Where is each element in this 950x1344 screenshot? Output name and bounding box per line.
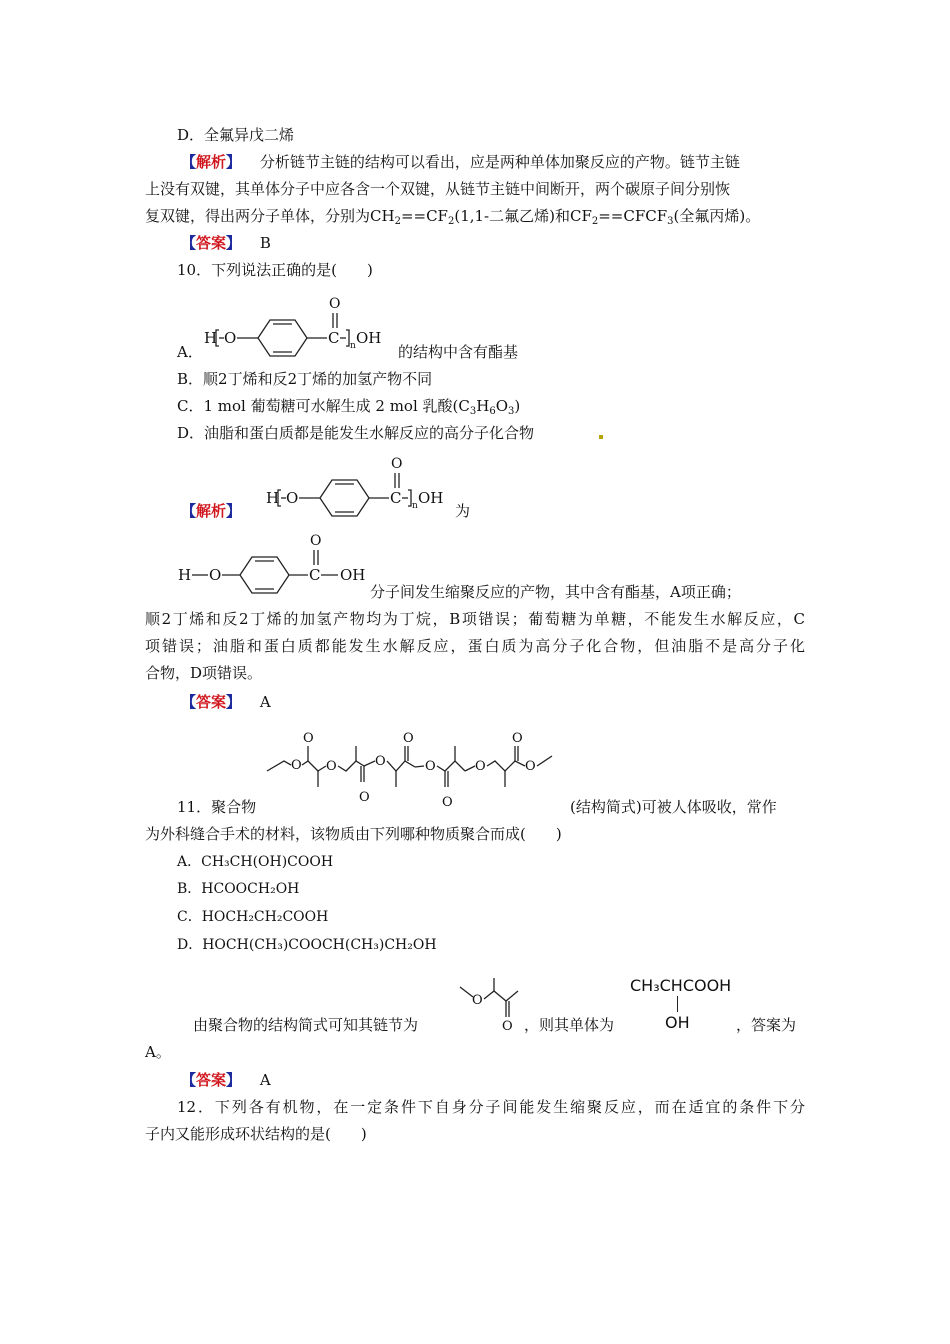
q11-option-b: B．HCOOCH₂OH <box>177 881 300 897</box>
svg-text:O: O <box>209 566 222 584</box>
q9-option-d: D．全氟异戊二烯 <box>177 126 295 144</box>
svg-text:O: O <box>442 795 453 810</box>
q9-answer <box>181 233 271 253</box>
svg-text:O: O <box>391 456 403 472</box>
q11-analysis-2: ，则其单体为 <box>524 1016 615 1034</box>
q11-option-d: D．HOCH(CH₃)COOCH(CH₃)CH₂OH <box>177 937 437 953</box>
polylactide-structure <box>262 722 562 812</box>
answer-tag: 【答案】 <box>181 234 242 252</box>
svg-text:O: O <box>291 758 302 773</box>
svg-text:H: H <box>204 329 218 347</box>
svg-text:O: O <box>425 759 436 774</box>
q10-stem: 10．下列说法正确的是( ) <box>177 261 373 279</box>
q11-stem-prefix: 11．聚合物 <box>177 798 257 816</box>
answer-tag: 【答案】 <box>181 1071 242 1089</box>
svg-text:O: O <box>329 296 341 312</box>
repeat-unit-structure <box>458 975 528 1035</box>
svg-text:C: C <box>328 329 340 347</box>
q10-option-d: D．油脂和蛋白质都是能发生水解反应的高分子化合物 <box>177 424 535 442</box>
svg-text:O: O <box>502 1019 513 1034</box>
analysis-tag: 【解析】 <box>181 502 242 520</box>
analysis-tag: 【解析】 <box>181 153 242 171</box>
q10-option-a-prefix: A． <box>177 343 203 361</box>
svg-text:O: O <box>403 731 414 746</box>
svg-text:OH: OH <box>356 329 382 347</box>
answer-value: A <box>259 1071 271 1089</box>
q12-stem-line-2: 子内又能形成环状结构的是( ) <box>145 1125 367 1143</box>
q12-stem-line-1: 12．下列各有机物，在一定条件下自身分子间能发生缩聚反应，而在适宜的条件下分 <box>177 1098 805 1116</box>
polymer-structure-a <box>200 288 400 360</box>
svg-text:C: C <box>309 566 321 584</box>
q11-stem-suffix: (结构简式)可被人体吸收，常作 <box>570 798 777 816</box>
svg-text:O: O <box>326 759 337 774</box>
answer-value: B <box>259 234 271 252</box>
q10-analysis-line-2: 顺2丁烯和反2丁烯的加氢产物均为丁烷，B项错误；葡萄糖为单糖，不能发生水解反应，C <box>145 610 805 628</box>
svg-text:C: C <box>390 489 402 507</box>
q9-analysis-line-2: 上没有双键，其单体分子中应各含一个双键，从链节主链中间断开，两个碳原子间分别恢 <box>145 180 731 198</box>
q10-answer <box>181 692 271 712</box>
q11-stem-line-2: 为外科缝合手术的材料，该物质由下列哪种物质聚合而成( ) <box>145 825 562 843</box>
svg-text:n: n <box>412 501 418 511</box>
answer-tag: 【答案】 <box>181 693 242 711</box>
monomer-structure <box>178 528 378 598</box>
svg-text:O: O <box>472 993 483 1008</box>
svg-text:H: H <box>266 489 280 507</box>
q11-option-a: A．CH₃CH(OH)COOH <box>177 854 334 870</box>
monomer-oh: OH <box>665 1013 690 1032</box>
svg-text:OH: OH <box>418 489 444 507</box>
q11-option-c: C．HOCH₂CH₂COOH <box>177 909 329 925</box>
q10-analysis-wei: 为 <box>455 502 471 520</box>
answer-value: A <box>259 693 271 711</box>
q11-analysis-3: ，答案为 <box>736 1016 797 1034</box>
q11-analysis-1: 由聚合物的结构简式可知其链节为 <box>193 1016 419 1034</box>
svg-text:O: O <box>303 731 314 746</box>
q10-analysis-line-4: 合物，D项错误。 <box>145 664 263 682</box>
analysis-text: 分析链节主链的结构可以看出，应是两种单体加聚反应的产物。链节主链 <box>259 153 740 171</box>
q10-option-c: C．1 mol 葡萄糖可水解生成 2 mol 乳酸$(C_3H_6O_3)$ <box>177 397 521 417</box>
q10-analysis-tag <box>181 501 241 521</box>
monomer-formula: CH₃CHCOOH <box>630 976 732 995</box>
stray-mark <box>599 435 603 439</box>
monomer-bond <box>677 996 678 1012</box>
svg-text:n: n <box>350 341 356 351</box>
svg-text:H: H <box>178 566 192 584</box>
q9-analysis-line-1 <box>181 152 740 172</box>
q9-analysis-line-3: 复双键，得出两分子单体，分别为$CH_2==CF_2(1,1-$二氟乙烯)和$CF_2==CFCF_3$(全氟丙烯)。 <box>145 207 761 227</box>
svg-text:O: O <box>375 754 386 769</box>
q11-analysis-line-2: A。 <box>145 1043 171 1061</box>
svg-text:O: O <box>310 533 322 549</box>
svg-text:O: O <box>286 489 299 507</box>
svg-text:O: O <box>512 731 523 746</box>
q10-option-a-text: 的结构中含有酯基 <box>398 343 519 361</box>
q10-analysis-line-1: 分子间发生缩聚反应的产物，其中含有酯基，A项正确； <box>370 583 741 601</box>
svg-text:O: O <box>475 759 486 774</box>
svg-text:O: O <box>224 329 237 347</box>
svg-text:O: O <box>525 759 536 774</box>
q11-answer <box>181 1070 271 1090</box>
polymer-structure-analysis <box>262 448 462 520</box>
svg-text:OH: OH <box>340 566 366 584</box>
q10-option-b: B．顺2丁烯和反2丁烯的加氢产物不同 <box>177 370 433 388</box>
svg-text:O: O <box>359 790 370 805</box>
q10-analysis-line-3: 项错误；油脂和蛋白质都能发生水解反应，蛋白质为高分子化合物，但油脂不是高分子化 <box>145 637 805 655</box>
